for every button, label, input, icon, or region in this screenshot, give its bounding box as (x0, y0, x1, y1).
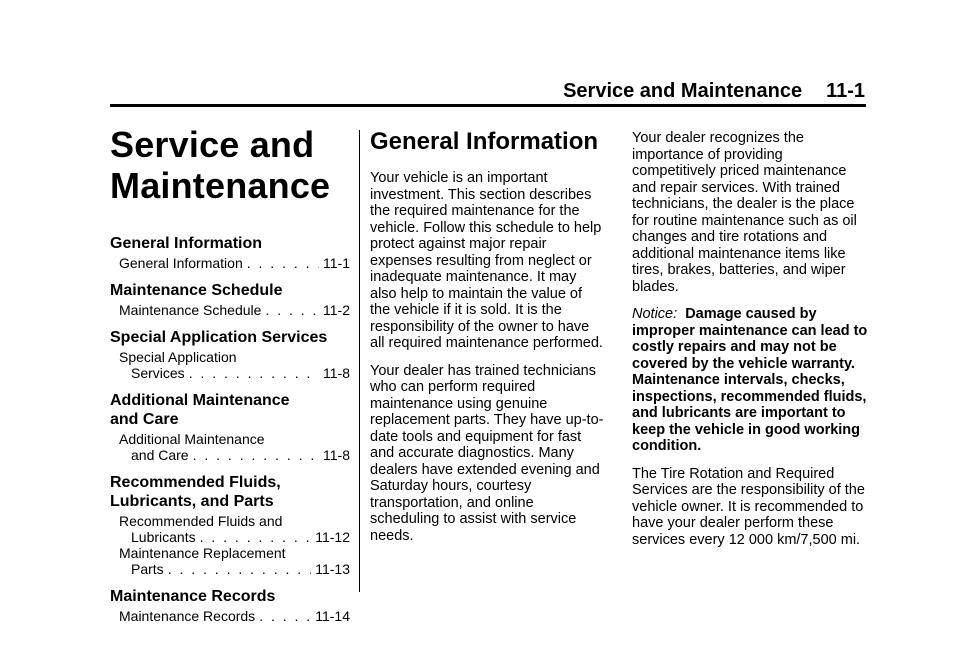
toc-heading: Maintenance Records (110, 588, 276, 605)
toc-section-special-application-services (110, 328, 350, 381)
toc-entry-title: General Information (119, 255, 243, 271)
toc-entry-maintenance-records[interactable] (110, 608, 350, 624)
toc-entry-maintenance-schedule[interactable] (110, 302, 350, 318)
column-divider (359, 130, 360, 592)
toc-entry-special-application-services[interactable] (110, 349, 350, 381)
toc-entry-maintenance-replacement-parts[interactable] (110, 545, 350, 577)
toc-leader-dots (193, 447, 319, 463)
body-paragraph-3: Your dealer recognizes the importance of providing competitively priced maintenance and repair services. With trained technicians, the dealer is the place for routine maintenance such as oil changes and tire rotations and additional maintenance items like tires, brakes, batteries, and wiper blades. (632, 130, 857, 295)
toc-entry-title: Maintenance Replacement (119, 545, 286, 561)
toc-entry-title: Special Application (119, 349, 237, 365)
toc-entry-page: 11-1 (323, 255, 350, 271)
toc-heading (110, 473, 350, 511)
toc-leader-dots (168, 561, 312, 577)
toc-heading-line1: Recommended Fluids, (110, 474, 281, 491)
toc-entry-title-cont: Lubricants (131, 529, 196, 545)
toc-leader-dots (259, 608, 311, 624)
toc-entry-recommended-fluids[interactable] (110, 513, 350, 545)
toc-entry-title: Recommended Fluids and (119, 513, 283, 529)
toc-leader-dots (247, 255, 319, 271)
toc-heading (110, 391, 350, 429)
toc-entry-page: 11-13 (315, 561, 350, 577)
toc-entry-title-cont: Services (131, 365, 185, 381)
toc-heading: Maintenance Schedule (110, 282, 283, 299)
middle-column (370, 128, 606, 555)
toc-heading: Special Application Services (110, 329, 328, 346)
notice-text: Damage caused by improper maintenance can lead to costly repairs and may not be covered by the vehicle warranty. Maintenance intervals, checks, inspections, recommended fluids, and lubricants are important to keep the vehicle in good working condition. (632, 306, 868, 454)
toc-entry-title-cont: and Care (131, 447, 189, 463)
toc-entry-title: Additional Maintenance (119, 431, 265, 447)
toc-entry-general-information[interactable] (110, 255, 350, 271)
running-header-section: Service and Maintenance (563, 80, 803, 102)
toc-section-general-information (110, 234, 350, 271)
toc-section-maintenance-records (110, 587, 350, 624)
left-column (110, 124, 350, 634)
section-title: General Information (370, 128, 599, 155)
body-paragraph-4: The Tire Rotation and Required Services are the responsibility of the vehicle owner. It is recommended to have your dealer perform these services every 12 000 km/7,500 mi. (632, 465, 865, 548)
toc-entry-page: 11-8 (323, 447, 350, 463)
chapter-title-line1: Service and (110, 124, 315, 165)
toc-heading-line2: Lubricants, and Parts (110, 493, 274, 510)
toc-entry-page: 11-8 (323, 365, 350, 381)
running-header (563, 80, 865, 103)
toc-heading-line1: Additional Maintenance (110, 392, 290, 409)
notice-block (632, 306, 868, 455)
toc-section-additional-maintenance (110, 391, 350, 463)
toc-entry-additional-maintenance[interactable] (110, 431, 350, 463)
toc-section-maintenance-schedule (110, 281, 350, 318)
toc-heading-line2: and Care (110, 411, 179, 428)
body-paragraph-2: Your dealer has trained technicians who can perform required maintenance using genuine replacement parts. They have up-to-date tools and equipment for fast and accurate diagnostics. Many dealers have extended evening and Saturday hours, courtesy transportation, and online scheduling to assist with service needs. (370, 362, 604, 544)
toc-entry-title-cont: Parts (131, 561, 164, 577)
toc-leader-dots (189, 365, 319, 381)
toc-leader-dots (200, 529, 312, 545)
toc-heading: General Information (110, 235, 263, 252)
toc-entry-page: 11-2 (323, 302, 350, 318)
toc-entry-title: Maintenance Schedule (119, 302, 262, 318)
chapter-title-line2: Maintenance (110, 165, 331, 206)
body-paragraph-1: Your vehicle is an important investment. This section describes the required maintenance for the vehicle. Follow this schedule to help protect against major repair expenses resulting from neglect or inadequate maintenance. It may also help to maintain the value of the vehicle if it is sold. It is the responsibility of the owner to have all required maintenance performed. (370, 170, 603, 351)
right-column (632, 130, 868, 559)
toc-entry-title: Maintenance Records (119, 608, 256, 624)
toc-section-recommended-fluids (110, 473, 350, 577)
toc-entry-page: 11-14 (315, 608, 350, 624)
toc-leader-dots (265, 302, 319, 318)
toc-entry-page: 11-12 (315, 529, 350, 545)
table-of-contents (110, 234, 350, 624)
page-number: 11-1 (826, 80, 865, 102)
chapter-title (110, 124, 350, 206)
notice-label: Notice: (632, 306, 678, 322)
header-rule (110, 104, 866, 107)
